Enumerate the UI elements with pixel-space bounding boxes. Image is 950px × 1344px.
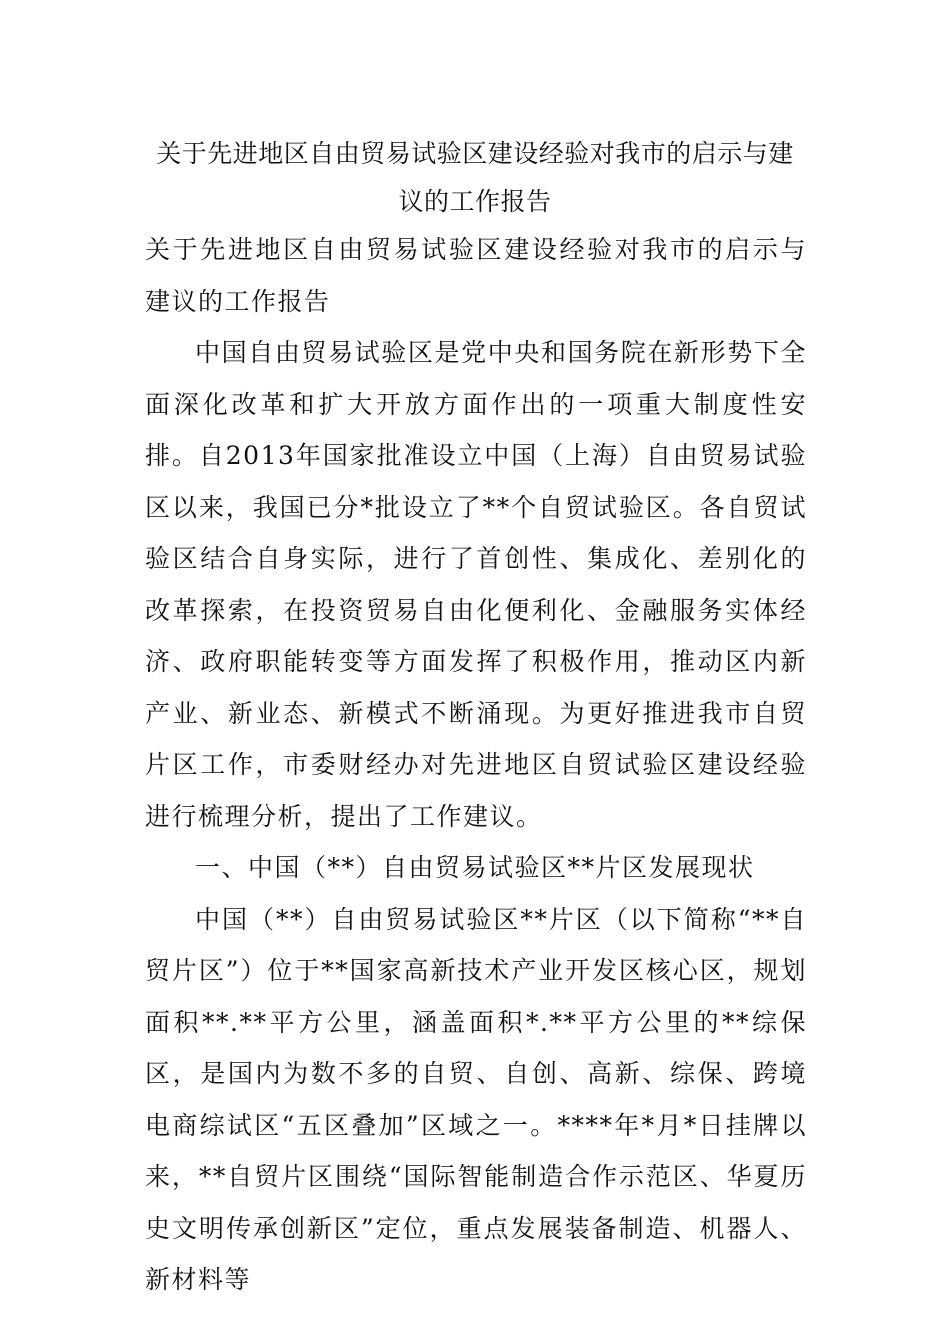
section-heading-1: 一、中国（**）自由贸易试验区**片区发展现状 [195, 853, 755, 882]
repeated-title: 关于先进地区自由贸易试验区建设经验对我市的启示与建议的工作报告 [145, 235, 807, 316]
document-title-line-2: 议的工作报告 [398, 187, 552, 216]
paragraph-zone-status: 中国（**）自由贸易试验区**片区（以下简称“**自贸片区”）位于**国家高新技术产业开发区核心区，规划面积**.**平方公里，涵盖面积*.**平方公里的**综保区，是国内为数不多的自贸、自创、高新、综保、跨境电商综试区“五区叠加”区域之一。****年*月*日挂牌以来，**自贸片区围绕“国际智能制造合作示范区、华夏历史文明传承创新区”定位，重点发展装备制造、机器人、新材料等 [145, 904, 807, 1294]
document-title-line-1: 关于先进地区自由贸易试验区建设经验对我市的启示与建 [156, 139, 794, 168]
document-body [145, 224, 807, 1306]
paragraph-intro: 中国自由贸易试验区是党中央和国务院在新形势下全面深化改革和扩大开放方面作出的一项重大制度性安排。自2013年国家批准设立中国（上海）自由贸易试验区以来，我国已分*批设立了**个自贸试验区。各自贸试验区结合自身实际，进行了首创性、集成化、差别化的改革探索，在投资贸易自由化便利化、金融服务实体经济、政府职能转变等方面发挥了积极作用，推动区内新产业、新业态、新模式不断涌现。为更好推进我市自贸片区工作，市委财经办对先进地区自贸试验区建设经验进行梳理分析，提出了工作建议。 [145, 338, 807, 831]
